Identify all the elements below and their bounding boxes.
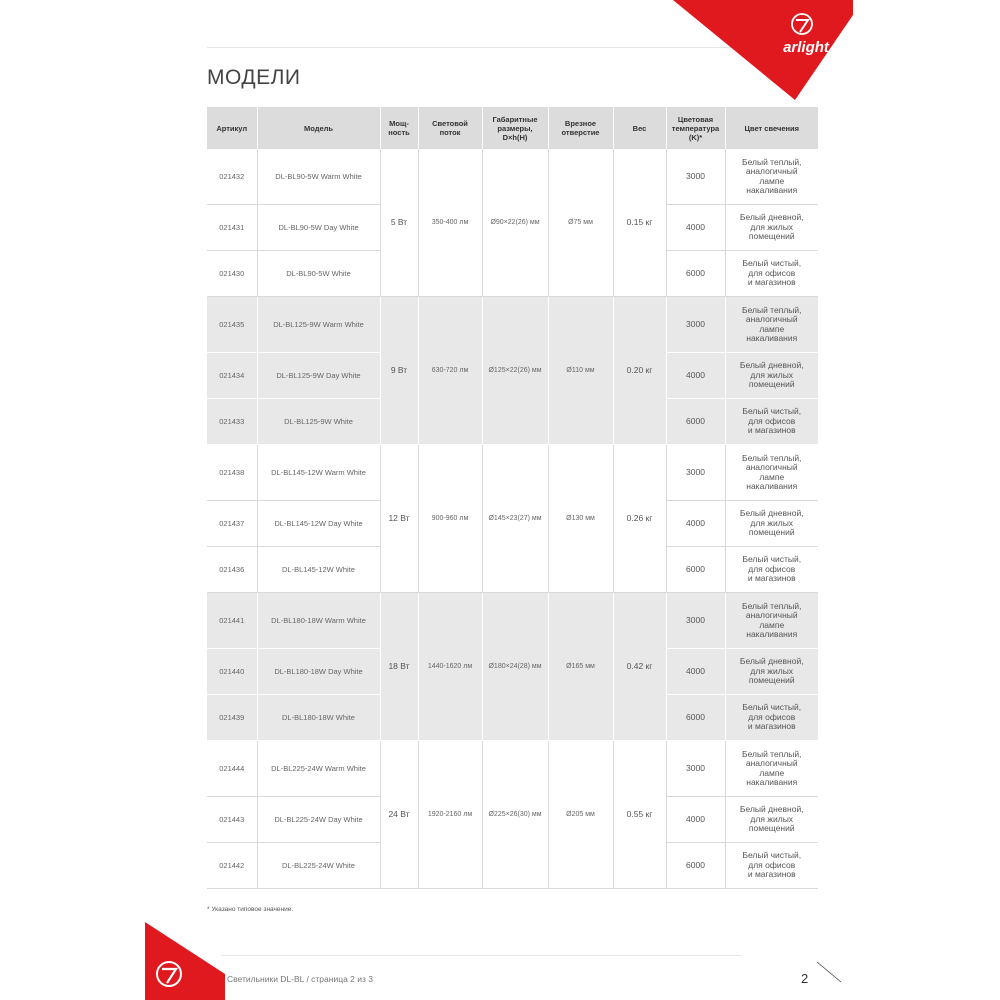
header-flux-line: Световой <box>432 119 468 128</box>
cell-color-line: Белый чистый, <box>742 554 802 565</box>
cell-color <box>725 547 818 593</box>
cell-color-line: лампе <box>759 767 785 778</box>
table-row <box>207 593 818 649</box>
cell-model: DL-BL225-24W Warm White <box>257 741 380 797</box>
cell-color-line: Белый дневной, <box>739 360 804 371</box>
cell-color <box>725 797 818 843</box>
cell-color-line: помещений <box>748 231 795 242</box>
cell-model: DL-BL125-9W White <box>257 399 380 445</box>
cell-article: 021436 <box>207 547 257 593</box>
cell-color-line: для офисов <box>748 563 796 574</box>
cell-model: DL-BL90-5W White <box>257 251 380 297</box>
page-slash-decoration <box>813 960 843 990</box>
cell-color-line: для офисов <box>748 415 796 426</box>
header-dims-line: Габаритные <box>492 114 538 124</box>
cell-color-line: для офисов <box>748 711 796 722</box>
cell-model: DL-BL180-18W Warm White <box>257 593 380 649</box>
cell-model: DL-BL145-12W White <box>257 547 380 593</box>
cell-color <box>725 399 818 445</box>
cell-weight: 0.26 кг <box>613 445 666 593</box>
brand-logo-text: arlight <box>783 39 829 56</box>
cell-flux: 1440-1620 лм <box>418 593 482 741</box>
cell-color-line: для жилых <box>750 665 794 676</box>
cell-color-line: и магазинов <box>747 277 796 288</box>
cell-color-line: аналогичный <box>745 166 798 176</box>
cell-article: 021442 <box>207 843 257 889</box>
cell-color <box>725 741 818 797</box>
cell-color-line: Белый дневной, <box>739 656 804 667</box>
cell-model: DL-BL145-12W Day White <box>257 501 380 547</box>
cell-cct: 4000 <box>666 205 725 251</box>
cell-dims: Ø145×23(27) мм <box>482 445 548 593</box>
cell-dims: Ø125×22(26) мм <box>482 297 548 445</box>
header-cutout <box>548 107 613 149</box>
cell-power: 5 Вт <box>380 149 418 297</box>
cell-weight: 0.15 кг <box>613 149 666 297</box>
cell-article: 021439 <box>207 695 257 741</box>
model-group <box>207 741 818 889</box>
cell-cct: 3000 <box>666 297 725 353</box>
cell-dims: Ø180×24(28) мм <box>482 593 548 741</box>
brand-corner <box>673 0 853 100</box>
cell-color-line: для жилых <box>750 369 794 380</box>
header-cct-line: температура <box>671 123 720 133</box>
model-group <box>207 593 818 741</box>
brand-corner-bottom <box>145 922 225 1000</box>
cell-color <box>725 649 818 695</box>
cell-article: 021433 <box>207 399 257 445</box>
header-flux-line: поток <box>439 128 461 137</box>
cell-color-line: лампе <box>759 323 785 334</box>
cell-color-line: Белый теплый, <box>741 452 802 463</box>
cell-color-line: лампе <box>759 619 785 630</box>
cell-color-line: Белый дневной, <box>739 212 804 223</box>
cell-model: DL-BL90-5W Day White <box>257 205 380 251</box>
cell-color-line: аналогичный <box>745 462 798 472</box>
cell-color-line: помещений <box>748 675 795 686</box>
cell-color-line: и магазинов <box>747 425 796 436</box>
cell-weight: 0.20 кг <box>613 297 666 445</box>
cell-cct: 4000 <box>666 649 725 695</box>
cell-article: 021437 <box>207 501 257 547</box>
cell-power: 9 Вт <box>380 297 418 445</box>
cell-color-line: накаливания <box>746 629 798 639</box>
table-header-row <box>207 107 818 149</box>
cell-model: DL-BL125-9W Day White <box>257 353 380 399</box>
header-weight: Вес <box>613 107 666 149</box>
header-power-line: Мощ- <box>389 119 409 128</box>
cell-power: 18 Вт <box>380 593 418 741</box>
page-number: 2 <box>801 971 809 986</box>
cell-color-line: для жилых <box>750 813 794 824</box>
cell-dims: Ø225×26(30) мм <box>482 741 548 889</box>
cell-color-line: Белый теплый, <box>741 600 802 611</box>
header-cct-line: (K)* <box>688 132 703 142</box>
model-group <box>207 445 818 593</box>
header-model: Модель <box>257 107 380 149</box>
cell-color-line: Белый дневной, <box>739 804 804 815</box>
cell-color-line: Белый теплый, <box>741 748 802 759</box>
cell-cct: 6000 <box>666 843 725 889</box>
cell-article: 021438 <box>207 445 257 501</box>
cell-color-line: лампе <box>759 175 785 186</box>
cell-cct: 3000 <box>666 149 725 205</box>
cell-cct: 6000 <box>666 547 725 593</box>
header-dims <box>482 107 548 149</box>
header-power <box>380 107 418 149</box>
cell-color-line: аналогичный <box>745 758 798 768</box>
cell-color <box>725 593 818 649</box>
header-dims-line: размеры, <box>497 123 533 133</box>
cell-color-line: накаливания <box>746 185 798 195</box>
cell-color-line: аналогичный <box>745 314 798 324</box>
cell-cct: 4000 <box>666 797 725 843</box>
cell-model: DL-BL180-18W Day White <box>257 649 380 695</box>
cell-model: DL-BL145-12W Warm White <box>257 445 380 501</box>
models-table <box>207 107 818 889</box>
header-article: Артикул <box>207 107 257 149</box>
header-cct <box>666 107 725 149</box>
cell-cct: 4000 <box>666 501 725 547</box>
cell-cutout: Ø165 мм <box>548 593 613 741</box>
cell-model: DL-BL225-24W White <box>257 843 380 889</box>
cell-color <box>725 251 818 297</box>
cell-flux: 1920-2160 лм <box>418 741 482 889</box>
cell-color-line: и магазинов <box>747 869 796 880</box>
cell-color-line: лампе <box>759 471 785 482</box>
cell-cutout: Ø75 мм <box>548 149 613 297</box>
model-group <box>207 297 818 445</box>
cell-color-line: и магазинов <box>747 573 796 584</box>
cell-weight: 0.55 кг <box>613 741 666 889</box>
cell-model: DL-BL225-24W Day White <box>257 797 380 843</box>
cell-cct: 3000 <box>666 445 725 501</box>
cell-color-line: и магазинов <box>747 721 796 732</box>
cell-cct: 6000 <box>666 251 725 297</box>
cell-color-line: помещений <box>748 527 795 538</box>
cell-dims: Ø90×22(26) мм <box>482 149 548 297</box>
cell-color <box>725 205 818 251</box>
cell-color-line: аналогичный <box>745 610 798 620</box>
cell-power: 24 Вт <box>380 741 418 889</box>
header-cutout-line: отверстие <box>561 128 600 137</box>
cell-model: DL-BL90-5W Warm White <box>257 149 380 205</box>
cell-color-line: для офисов <box>748 859 796 870</box>
cell-color-line: Белый чистый, <box>742 702 802 713</box>
cell-power: 12 Вт <box>380 445 418 593</box>
cell-flux: 900-960 лм <box>418 445 482 593</box>
cell-article: 021435 <box>207 297 257 353</box>
header-cct-line: Цветовая <box>677 114 714 124</box>
cell-article: 021441 <box>207 593 257 649</box>
table-row <box>207 297 818 353</box>
cell-article: 021432 <box>207 149 257 205</box>
cell-color-line: Белый чистый, <box>742 258 802 269</box>
cell-cutout: Ø205 мм <box>548 741 613 889</box>
cell-color-line: для офисов <box>748 267 796 278</box>
cell-flux: 630-720 лм <box>418 297 482 445</box>
footer-text: Светильники DL-BL / страница 2 из 3 <box>227 974 373 984</box>
cell-article: 021434 <box>207 353 257 399</box>
cell-weight: 0.42 кг <box>613 593 666 741</box>
cell-article: 021430 <box>207 251 257 297</box>
cell-color-line: Белый теплый, <box>741 156 802 167</box>
model-group <box>207 149 818 297</box>
cell-color <box>725 353 818 399</box>
header-cutout-line: Врезное <box>564 119 597 128</box>
cell-color-line: накаливания <box>746 777 798 787</box>
cell-model: DL-BL180-18W White <box>257 695 380 741</box>
cell-cutout: Ø110 мм <box>548 297 613 445</box>
cell-color-line: накаливания <box>746 333 798 343</box>
cell-cct: 4000 <box>666 353 725 399</box>
cell-color <box>725 297 818 353</box>
cell-model: DL-BL125-9W Warm White <box>257 297 380 353</box>
cell-cct: 3000 <box>666 741 725 797</box>
cell-article: 021431 <box>207 205 257 251</box>
cell-cct: 6000 <box>666 695 725 741</box>
cell-flux: 350-400 лм <box>418 149 482 297</box>
table-row <box>207 741 818 797</box>
cell-color <box>725 501 818 547</box>
cell-color <box>725 445 818 501</box>
cell-color-line: помещений <box>748 379 795 390</box>
cell-color <box>725 149 818 205</box>
cell-color-line: Белый теплый, <box>741 304 802 315</box>
cell-color-line: Белый дневной, <box>739 508 804 519</box>
cell-color <box>725 843 818 889</box>
cell-article: 021444 <box>207 741 257 797</box>
cell-article: 021440 <box>207 649 257 695</box>
header-dims-line: D×h(H) <box>502 132 528 142</box>
cell-color-line: Белый чистый, <box>742 850 802 861</box>
page-title: МОДЕЛИ <box>207 66 301 89</box>
header-flux <box>418 107 482 149</box>
cell-cct: 3000 <box>666 593 725 649</box>
cell-color-line: накаливания <box>746 481 798 491</box>
cell-cutout: Ø130 мм <box>548 445 613 593</box>
cell-color-line: для жилых <box>750 517 794 528</box>
cell-color <box>725 695 818 741</box>
cell-color-line: для жилых <box>750 221 794 232</box>
cell-cct: 6000 <box>666 399 725 445</box>
header-color: Цвет свечения <box>725 107 818 149</box>
cell-article: 021443 <box>207 797 257 843</box>
header-power-line: ность <box>388 128 410 137</box>
bottom-divider <box>221 955 741 956</box>
footnote: * Указано типовое значение. <box>207 906 294 913</box>
cell-color-line: Белый чистый, <box>742 406 802 417</box>
cell-color-line: помещений <box>748 823 795 834</box>
table-row <box>207 149 818 205</box>
table-row <box>207 445 818 501</box>
